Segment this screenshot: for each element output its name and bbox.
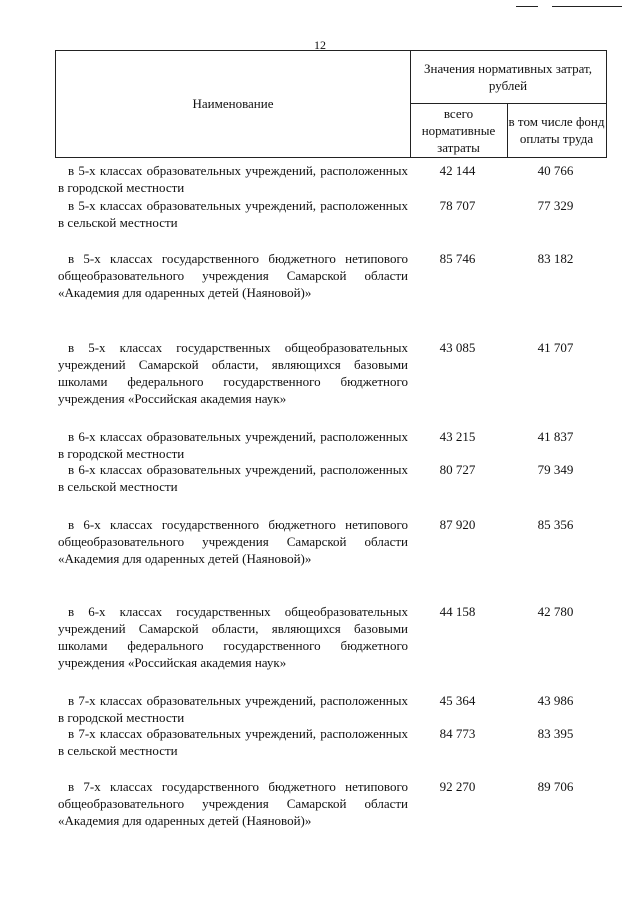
row-description: в 5-х классах образовательных учреждений, расположенных в городской местности [58, 163, 408, 195]
row-payroll: 85 356 [537, 517, 574, 532]
row-payroll: 83 395 [537, 726, 574, 741]
row-description: в 5-х классах образовательных учреждений, расположенных в сельской местности [58, 198, 408, 230]
row-payroll: 43 986 [537, 693, 574, 708]
row-description: в 6-х классах образовательных учреждений, расположенных в сельской местности [58, 462, 408, 494]
header-payroll [507, 103, 606, 157]
scan-mark-left [516, 6, 538, 7]
header-payroll-text: в том числе фонд оплаты труда [508, 114, 605, 146]
row-description: в 7-х классах государственного бюджетного нетипового общеобразовательного учреждения Самарской области «Академия для одаренных детей (Наяновой)» [58, 779, 408, 828]
row-total: 85 746 [439, 251, 476, 266]
row-description: в 6-х классах государственного бюджетного нетипового общеобразовательного учреждения Самарской области «Академия для одаренных детей (Наяновой)» [58, 517, 408, 566]
page-number: 12 [314, 38, 326, 52]
header-name-text: Наименование [192, 96, 274, 111]
row-description: в 7-х классах образовательных учреждений, расположенных в сельской местности [58, 726, 408, 758]
scan-mark-right [552, 6, 622, 7]
row-description: в 6-х классах государственных общеобразовательных учреждений Самарской области, являющихся базовыми школами федерального государственного бюджетного учреждения «Российская академия наук» [58, 604, 408, 670]
row-payroll: 41 837 [537, 429, 574, 444]
header-total [410, 103, 508, 157]
header-total-text: всего нормативные затраты [421, 105, 496, 155]
row-total: 42 144 [439, 163, 476, 178]
row-payroll: 83 182 [537, 251, 574, 266]
row-description: в 5-х классах государственных общеобразовательных учреждений Самарской области, являющихся базовыми школами федерального государственного бюджетного учреждения «Российская академия наук» [58, 340, 408, 406]
row-total: 43 215 [439, 429, 476, 444]
header-values [410, 51, 606, 104]
row-payroll: 41 707 [537, 340, 574, 355]
row-payroll: 77 329 [537, 198, 574, 213]
row-total: 78 707 [439, 198, 476, 213]
row-total: 43 085 [439, 340, 476, 355]
row-payroll: 42 780 [537, 604, 574, 619]
row-description: в 6-х классах образовательных учреждений, расположенных в городской местности [58, 429, 408, 461]
header-values-text: Значения нормативных затрат, рублей [423, 61, 593, 93]
row-total: 44 158 [439, 604, 476, 619]
row-payroll: 89 706 [537, 779, 574, 794]
row-payroll: 79 349 [537, 462, 574, 477]
row-description: в 7-х классах образовательных учреждений, расположенных в городской местности [58, 693, 408, 725]
row-total: 45 364 [439, 693, 476, 708]
table-header [55, 50, 607, 158]
row-total: 80 727 [439, 462, 476, 477]
header-name [56, 51, 411, 157]
row-payroll: 40 766 [537, 163, 574, 178]
row-description: в 5-х классах государственного бюджетного нетипового общеобразовательного учреждения Самарской области «Академия для одаренных детей (Наяновой)» [58, 251, 408, 300]
row-total: 87 920 [439, 517, 476, 532]
row-total: 84 773 [439, 726, 476, 741]
row-total: 92 270 [439, 779, 476, 794]
